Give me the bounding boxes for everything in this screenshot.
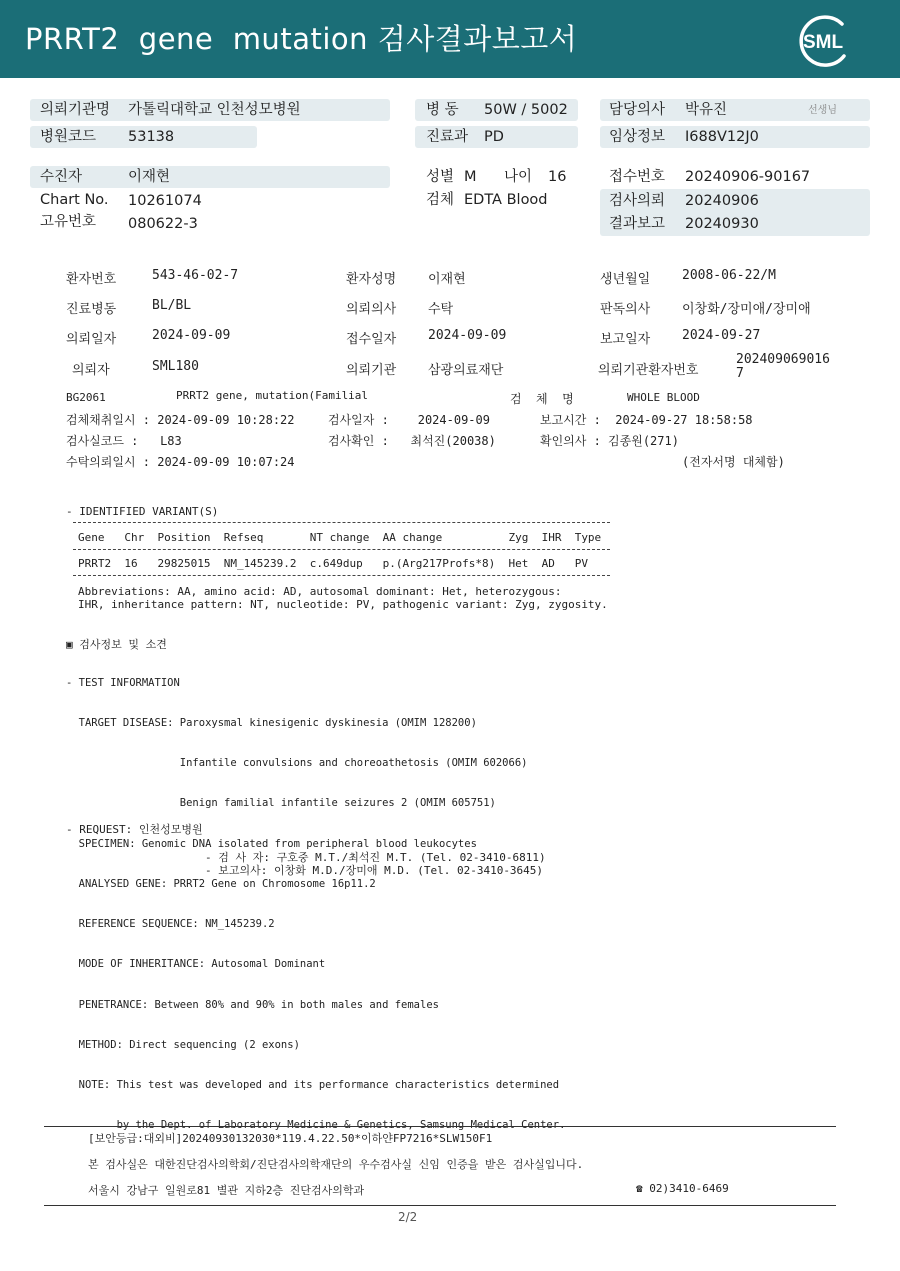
report-value: 수탁: [428, 302, 454, 317]
specimen-value: EDTA Blood: [464, 192, 548, 208]
sex-label: 성별: [426, 169, 455, 185]
esign-note: (전자서명 대체함): [682, 455, 785, 469]
report-value: 543-46-02-7: [152, 268, 239, 283]
reported-value: 20240930: [685, 216, 759, 232]
institution-label: 의뢰기관명: [40, 102, 111, 118]
findings-line: NOTE: This test was developed and its performance characteristics determined: [66, 1079, 560, 1091]
age-label: 나이: [504, 169, 533, 185]
variants-title: - IDENTIFIED VARIANT(S): [66, 505, 219, 518]
clinical-label: 임상정보: [609, 129, 666, 145]
address-line: 서울시 강남구 일원로81 별관 지하2층 진단검사의학과: [88, 1184, 365, 1197]
findings-line: METHOD: Direct sequencing (2 exons): [66, 1038, 300, 1051]
doctor-value: 박유진: [685, 102, 728, 118]
patient-box: [30, 166, 390, 188]
test-code: BG2061: [66, 391, 106, 404]
report-label: 환자번호: [66, 272, 117, 287]
abbreviations-line-1: Abbreviations: AA, amino acid: AD, autosomal dominant: Het, heterozygous:: [78, 585, 562, 598]
report-value: 2008-06-22/M: [682, 268, 776, 283]
abbreviations-line-2: IHR, inheritance pattern: NT, nucleotide: PV, pathogenic variant: Zyg, zygosity.: [78, 598, 608, 611]
sex-value: M: [464, 169, 477, 185]
receipt-value: 20240906-90167: [685, 169, 811, 185]
clinical-value: I688V12J0: [685, 129, 759, 145]
dept-label: 진료과: [426, 129, 469, 145]
unique-label: 고유번호: [40, 214, 97, 230]
confirmer: 확인의사 : 김종원(271): [540, 434, 679, 448]
security-line: [보안등급:대외비]20240930132030*119.4.22.50*이하얀FP7216*SLW150F1: [88, 1132, 493, 1145]
footer-rule-bottom: [44, 1205, 836, 1206]
page-number: 2/2: [398, 1210, 418, 1224]
receipt-label: 접수번호: [609, 169, 666, 185]
findings-title: ▣ 검사정보 및 소견: [66, 638, 167, 651]
unique-value: 080622-3: [128, 216, 198, 232]
report-value: 7: [736, 366, 744, 381]
report-title: PRRT2 gene mutation 검사결과보고서: [25, 22, 578, 56]
report-value: 이창화/장미애/장미애: [682, 302, 811, 317]
findings-line: MODE OF INHERITANCE: Autosomal Dominant: [66, 958, 326, 971]
hospital-code-value: 53138: [128, 129, 175, 145]
report-label: 의뢰일자: [66, 332, 117, 347]
chart-label: Chart No.: [40, 192, 109, 208]
reported-label: 결과보고: [609, 216, 666, 232]
table-rule-mid: [73, 549, 610, 550]
institution-value: 가톨릭대학교 인천성모병원: [128, 102, 301, 118]
request-line: - REQUEST: 인천성모병원: [66, 823, 203, 836]
logo-text: SML: [802, 32, 844, 53]
report-value: 삼광의료재단: [428, 363, 504, 378]
specimen-name-label: 검 체 명: [510, 392, 574, 406]
lab-code: 검사실코드 : L83: [66, 434, 182, 448]
report-value: 이재현: [428, 272, 466, 287]
specimen-name-value: WHOLE BLOOD: [627, 391, 700, 404]
chart-value: 10261074: [128, 193, 202, 209]
phone-line: ☎ 02)3410-6469: [636, 1182, 729, 1195]
patient-value: 이재현: [128, 169, 171, 185]
findings-line: Infantile convulsions and choreoathetosis (OMIM 602066): [66, 757, 528, 770]
requested-value: 20240906: [685, 193, 759, 209]
report-label: 환자성명: [346, 272, 397, 287]
report-value: SML180: [152, 359, 199, 374]
report-label: 보고일자: [600, 332, 651, 347]
report-value: 2024-09-09: [428, 328, 507, 343]
findings-line: ANALYSED GENE: PRRT2 Gene on Chromosome 16p11.2: [66, 877, 376, 890]
certification-line: 본 검사실은 대한진단검사의학회/진단검사의학재단의 우수검사실 신임 인증을 받은 검사실입니다.: [88, 1158, 584, 1171]
variants-header: Gene Chr Position Refseq NT change AA change Zyg IHR Type: [78, 531, 602, 544]
ward-label: 병 동: [426, 102, 459, 118]
findings-line: SPECIMEN: Genomic DNA isolated from peripheral blood leukocytes: [66, 837, 477, 850]
patient-label: 수진자: [40, 169, 83, 185]
findings-line: Benign familial infantile seizures 2 (OMIM 605751): [66, 797, 496, 810]
report-value: BL/BL: [152, 298, 192, 313]
report-time: 보고시간 : 2024-09-27 18:58:58: [540, 413, 753, 427]
report-header: [0, 0, 900, 78]
report-label: 생년월일: [600, 272, 651, 287]
findings-line: PENETRANCE: Between 80% and 90% in both males and females: [66, 998, 439, 1011]
specimen-label: 검체: [426, 192, 455, 208]
hospital-code-label: 병원코드: [40, 129, 97, 145]
report-label: 의뢰의사: [346, 302, 397, 317]
test-date: 검사일자 : 2024-09-09: [328, 413, 490, 427]
findings-line: TARGET DISEASE: Paroxysmal kinesigenic dyskinesia (OMIM 128200): [66, 717, 477, 730]
footer-rule-top: [44, 1126, 836, 1127]
test-name: PRRT2 gene, mutation(Familial: [176, 389, 369, 402]
accept-time: 수탁의뢰일시 : 2024-09-09 10:07:24: [66, 455, 295, 469]
table-row: PRRT2 16 29825015 NM_145239.2 c.649dup p.(Arg217Profs*8) Het AD PV: [78, 557, 588, 570]
ward-value: 50W / 5002: [484, 102, 568, 118]
report-label: 판독의사: [600, 302, 651, 317]
age-value: 16: [548, 169, 567, 185]
table-rule-bottom: [73, 575, 610, 576]
doctor-suffix: 선생님: [808, 105, 837, 116]
doctor-label: 담당의사: [609, 102, 666, 118]
report-value: 2024-09-09: [152, 328, 231, 343]
report-label: 의뢰기관: [346, 363, 397, 378]
report-label: 의뢰기관환자번호: [598, 363, 699, 378]
table-rule-top: [73, 522, 610, 523]
contact-line-1: - 검 사 자: 구호중 M.T./최석진 M.T. (Tel. 02-3410-6811): [205, 851, 546, 864]
report-label: 진료병동: [66, 302, 117, 317]
report-label: 의뢰자: [72, 363, 110, 378]
contact-line-2: - 보고의사: 이창화 M.D./장미애 M.D. (Tel. 02-3410-3645): [205, 864, 544, 877]
sml-logo-icon: [796, 12, 854, 68]
findings-body: [66, 650, 565, 1146]
checker: 검사확인 : 최석진(20038): [328, 434, 496, 448]
requested-label: 검사의뢰: [609, 193, 666, 209]
report-value: 202409069016: [736, 352, 830, 367]
findings-line: by the Dept. of Laboratory Medicine & Genetics, Samsung Medical Center.: [66, 1119, 566, 1132]
findings-line: REFERENCE SEQUENCE: NM_145239.2: [66, 918, 275, 931]
report-label: 접수일자: [346, 332, 397, 347]
report-value: 2024-09-27: [682, 328, 761, 343]
dept-value: PD: [484, 129, 504, 145]
collect-time: 검체채취일시 : 2024-09-09 10:28:22: [66, 413, 295, 427]
findings-line: - TEST INFORMATION: [66, 676, 180, 689]
